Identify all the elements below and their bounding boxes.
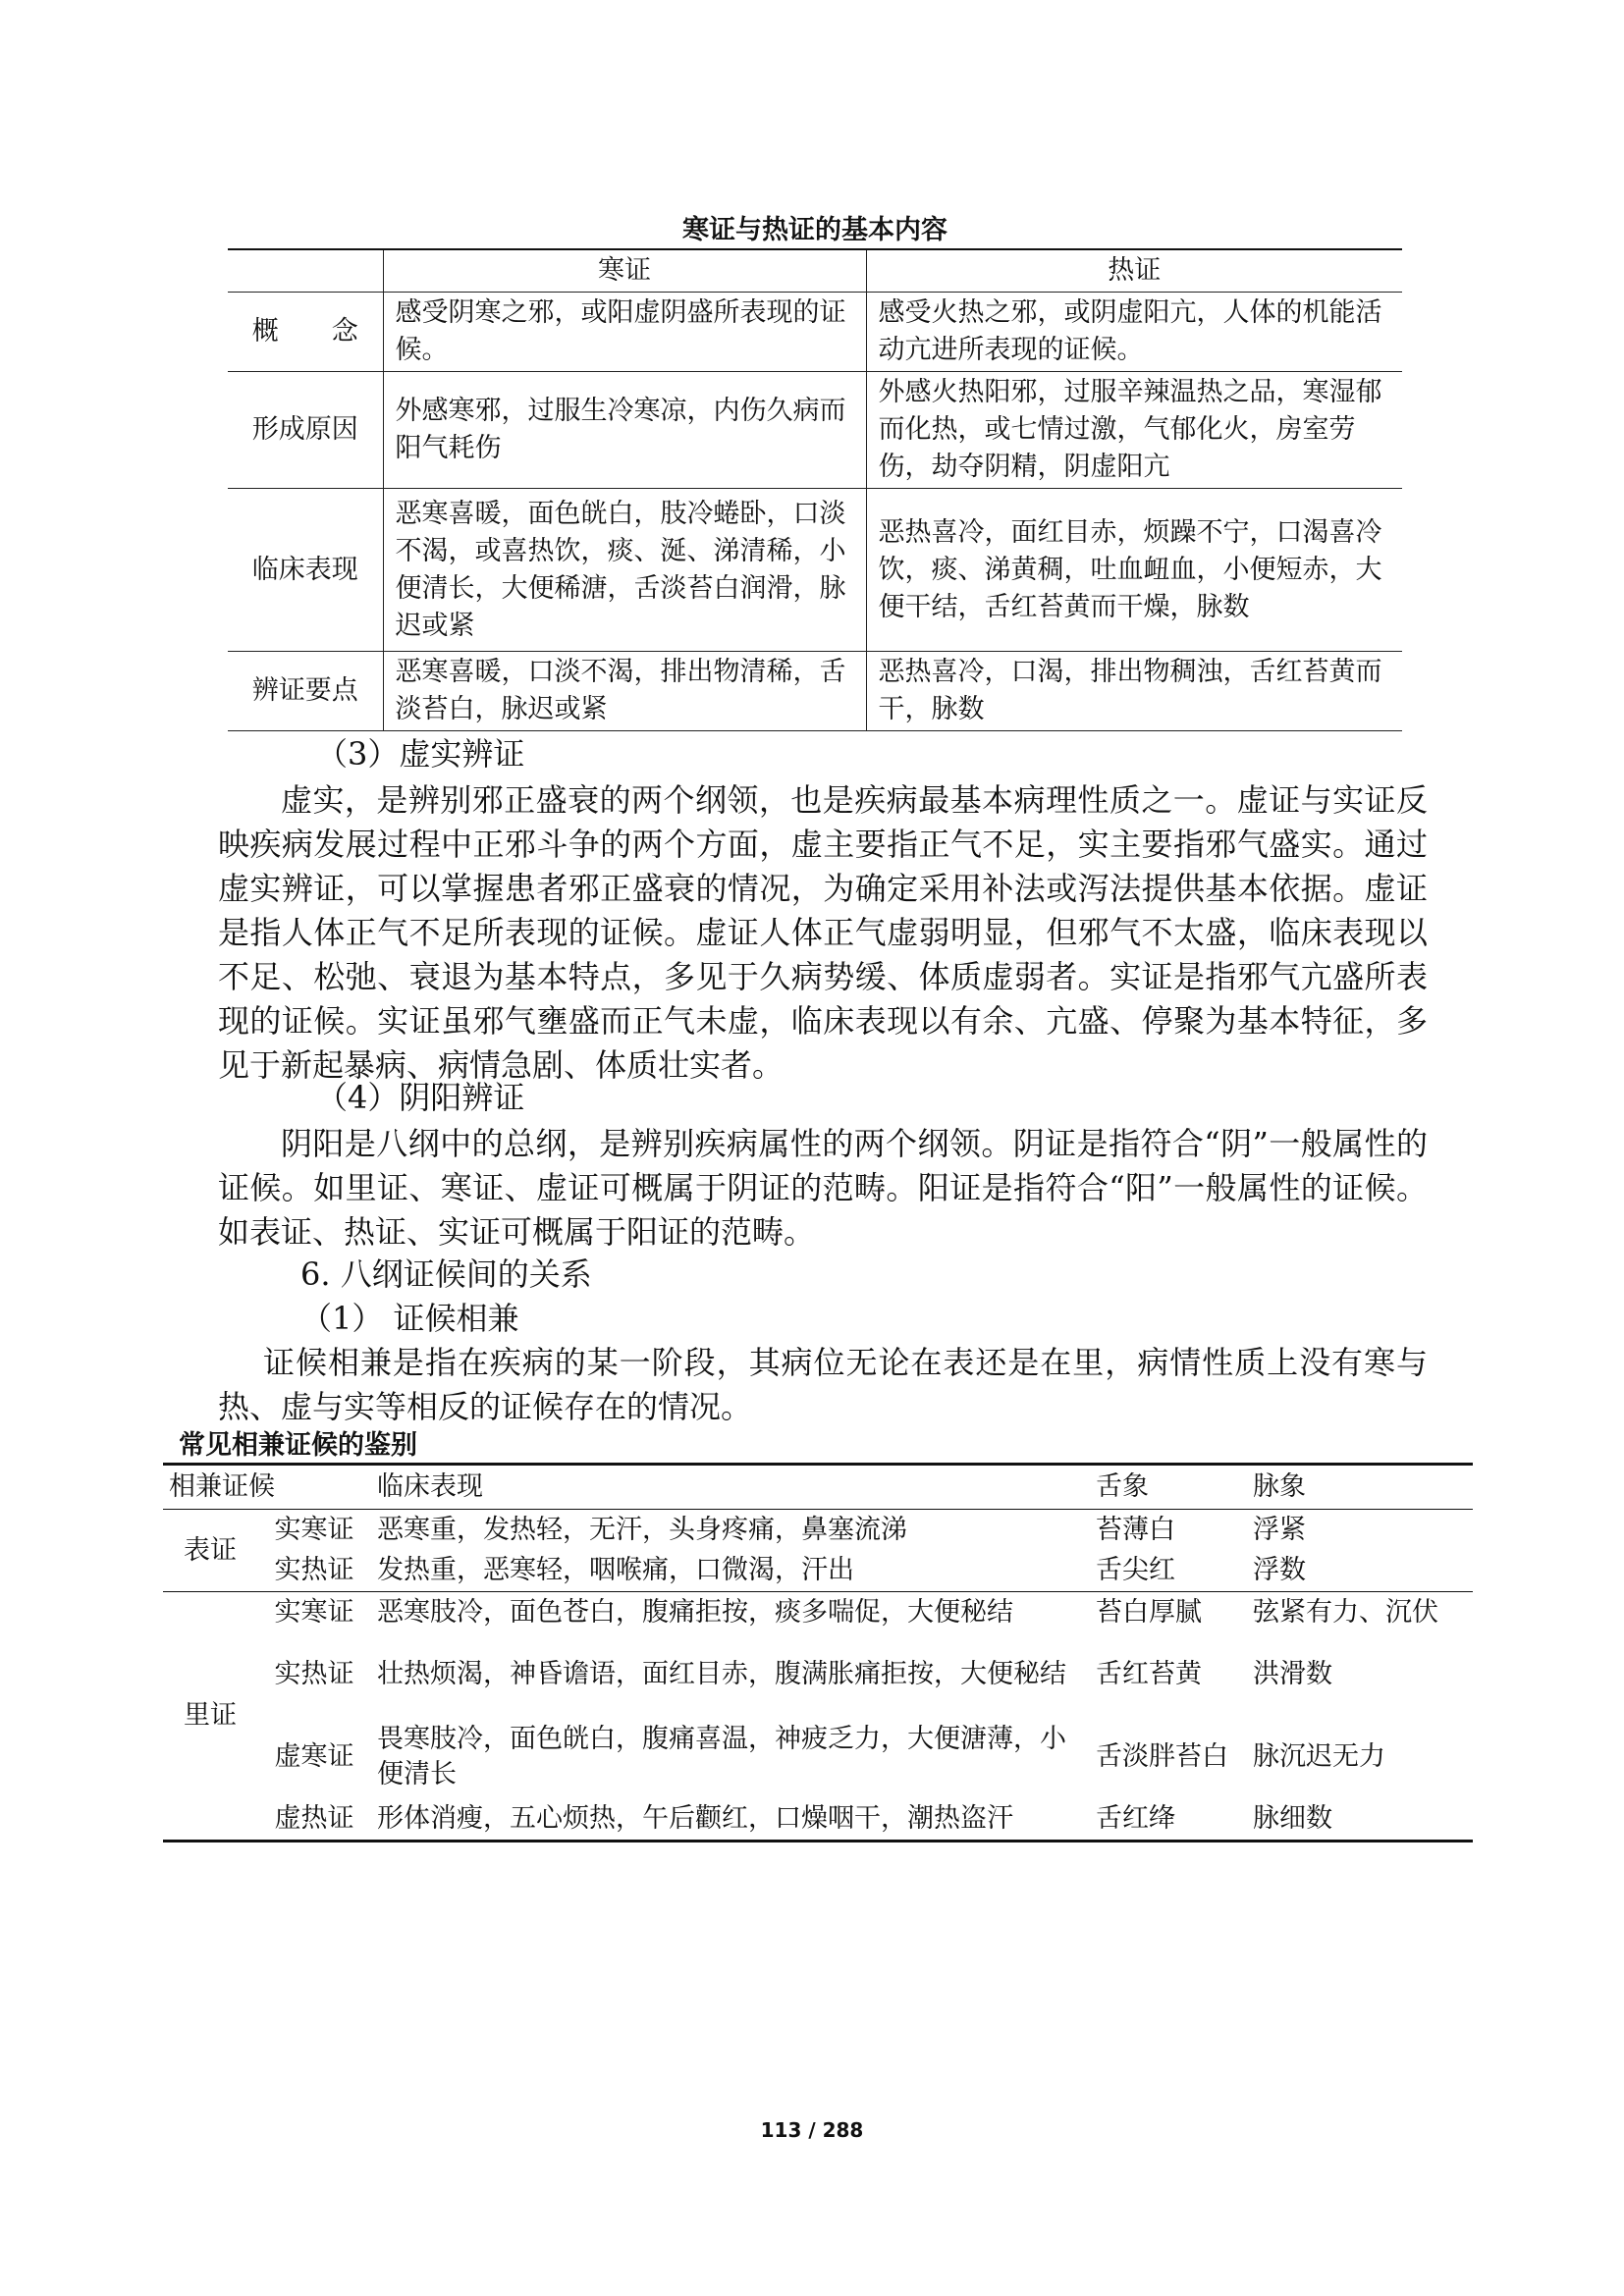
clinical-cell: 形体消瘦，五心烦热，午后颧红，口燥咽干，潮热盗汗 <box>371 1798 1090 1842</box>
row-label: 形成原因 <box>228 372 383 489</box>
row-label: 辨证要点 <box>228 652 383 731</box>
tongue-cell: 舌红绛 <box>1090 1798 1247 1842</box>
group-label: 表证 <box>163 1510 257 1592</box>
tongue-cell: 舌红苔黄 <box>1096 1658 1202 1689</box>
section-3 <box>218 732 1428 1088</box>
table-row <box>163 1716 1473 1798</box>
table1-header-blank <box>228 249 383 293</box>
page-number: 113 / 288 <box>760 2118 864 2142</box>
clinical-cell: 恶寒重，发热轻，无汗，头身疼痛，鼻塞流涕 <box>377 1514 907 1545</box>
section-4 <box>218 1076 1428 1255</box>
table-row <box>163 1592 1473 1633</box>
cold-cell: 感受阴寒之邪，或阳虚阴盛所表现的证候。 <box>383 293 866 372</box>
heat-cell: 恶热喜冷，口渴，排出物稠浊，舌红苔黄而干，脉数 <box>866 652 1402 731</box>
row-label: 临床表现 <box>228 489 383 652</box>
section-4-paragraph: 阴阳是八纲中的总纲，是辨别疾病属性的两个纲领。阴证是指符合“阴”一般属性的证候。如里证、寒证、虚证可概属于阴证的范畴。阳证是指符合“阳”一般属性的证候。如表证、热证、实证可概属于阳证的范畴。 <box>218 1125 1428 1251</box>
sub-type: 虚热证 <box>257 1798 371 1842</box>
table1-header-cold: 寒证 <box>383 249 866 293</box>
table-row <box>228 489 1402 652</box>
table2-header-clinical: 临床表现 <box>371 1465 1090 1510</box>
section-6-paragraph: 证候相兼是指在疾病的某一阶段，其病位无论在表还是在里，病情性质上没有寒与热、虚与实等相反的证候存在的情况。 <box>218 1344 1428 1425</box>
cold-cell: 恶寒喜暖，口淡不渴，排出物清稀，舌淡苔白，脉迟或紧 <box>383 652 866 731</box>
heat-cell: 感受火热之邪，或阴虚阳亢，人体的机能活动亢进所表现的证候。 <box>866 293 1402 372</box>
sub-type: 实寒证 <box>274 1514 354 1545</box>
sub-type: 虚寒证 <box>274 1740 354 1772</box>
group-label: 里证 <box>163 1592 257 1842</box>
combined-syndromes-table <box>163 1463 1473 1842</box>
pulse-cell: 洪滑数 <box>1253 1658 1332 1689</box>
sub-type: 实热证 <box>257 1551 371 1592</box>
section-6-subheading: （1） 证候相兼 <box>300 1300 519 1337</box>
row-label: 概 念 <box>228 293 383 372</box>
table1-header-heat: 热证 <box>866 249 1402 293</box>
pulse-cell: 脉细数 <box>1247 1798 1473 1842</box>
table-row <box>228 293 1402 372</box>
cold-heat-table <box>228 248 1402 731</box>
table-row <box>163 1510 1473 1551</box>
pulse-cell: 浮紧 <box>1253 1514 1306 1545</box>
clinical-cell: 壮热烦渴，神昏谵语，面红目赤，腹满胀痛拒按，大便秘结 <box>377 1658 1066 1689</box>
heat-cell: 外感火热阳邪，过服辛辣温热之品，寒湿郁而化热，或七情过激，气郁化火，房室劳伤，劫夺阴精，阴虚阳亢 <box>866 372 1402 489</box>
table-row <box>228 372 1402 489</box>
tongue-cell: 舌淡胖苔白 <box>1096 1740 1228 1772</box>
table-row <box>228 652 1402 731</box>
section-6 <box>218 1253 1428 1429</box>
clinical-cell: 畏寒肢冷，面色㿠白，腹痛喜温，神疲乏力，大便溏薄，小便清长 <box>377 1723 1066 1789</box>
table-row <box>163 1798 1473 1842</box>
table2-header-tongue: 舌象 <box>1090 1465 1247 1510</box>
sub-type: 实寒证 <box>274 1596 354 1628</box>
clinical-cell: 恶寒肢冷，面色苍白，腹痛拒按，痰多喘促，大便秘结 <box>377 1596 1013 1628</box>
tongue-cell: 苔白厚腻 <box>1096 1596 1202 1628</box>
table2-header-pulse: 脉象 <box>1247 1465 1473 1510</box>
pulse-cell: 弦紧有力、沉伏 <box>1253 1596 1438 1628</box>
pulse-cell: 浮数 <box>1247 1551 1473 1592</box>
table-row <box>163 1633 1473 1716</box>
table1-title: 寒证与热证的基本内容 <box>682 215 947 245</box>
section-3-heading: （3）虚实辨证 <box>316 735 525 773</box>
heat-cell: 恶热喜冷，面红目赤，烦躁不宁，口渴喜冷饮，痰、涕黄稠，吐血衄血，小便短赤，大便干结，舌红苔黄而干燥，脉数 <box>866 489 1402 652</box>
clinical-cell: 发热重，恶寒轻，咽喉痛，口微渴，汗出 <box>371 1551 1090 1592</box>
table-row <box>163 1551 1473 1592</box>
cold-cell: 恶寒喜暖，面色㿠白，肢冷蜷卧，口淡不渴，或喜热饮，痰、涎、涕清稀，小便清长，大便稀溏，舌淡苔白润滑，脉迟或紧 <box>383 489 866 652</box>
table2-title: 常见相兼证候的鉴别 <box>179 1430 417 1461</box>
section-6-heading: 6. 八纲证候间的关系 <box>300 1255 592 1293</box>
tongue-cell: 苔薄白 <box>1096 1514 1175 1545</box>
pulse-cell: 脉沉迟无力 <box>1253 1740 1385 1772</box>
tongue-cell: 舌尖红 <box>1090 1551 1247 1592</box>
section-3-paragraph: 虚实，是辨别邪正盛衰的两个纲领，也是疾病最基本病理性质之一。虚证与实证反映疾病发展过程中正邪斗争的两个方面，虚主要指正气不足，实主要指邪气盛实。通过虚实辨证，可以掌握患者邪正盛衰的情况，为确定采用补法或泻法提供基本依据。虚证是指人体正气不足所表现的证候。虚证人体正气虚弱明显，但邪气不太盛，临床表现以不足、松弛、衰退为基本特点，多见于久病势缓、体质虚弱者。实证是指邪气亢盛所表现的证候。实证虽邪气壅盛而正气未虚，临床表现以有余、亢盛、停聚为基本特征，多见于新起暴病、病情急剧、体质壮实者。 <box>218 781 1428 1084</box>
sub-type: 实热证 <box>274 1658 354 1689</box>
section-4-heading: （4）阴阳辨证 <box>316 1079 525 1116</box>
table2-header-combined: 相兼证候 <box>163 1465 371 1510</box>
cold-cell: 外感寒邪，过服生冷寒凉，内伤久病而阳气耗伤 <box>383 372 866 489</box>
